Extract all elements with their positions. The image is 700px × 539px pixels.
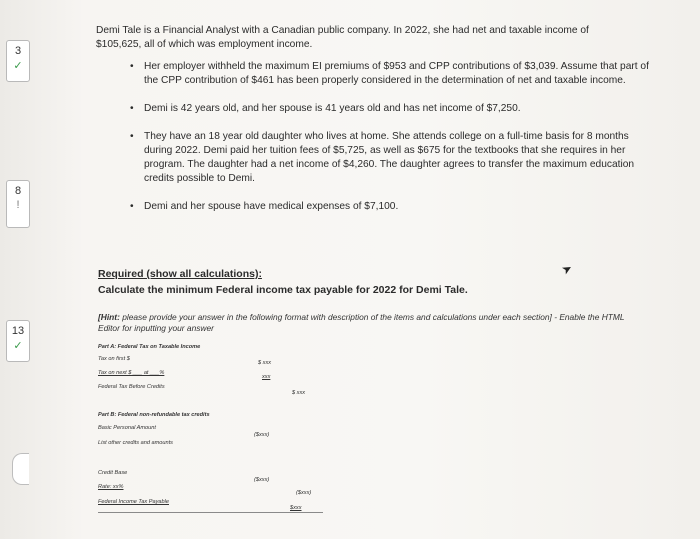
question-intro: Demi Tale is a Financial Analyst with a Canadian public company. In 2022, she had net and taxable income of $105,625, all of which was employment income. bbox=[96, 25, 589, 50]
fact-item: • Demi is 42 years old, and her spouse is 41 years old and has net income of $7,250. bbox=[130, 102, 655, 116]
format-amount: ($xxx) bbox=[296, 490, 312, 496]
fact-item: • Her employer withheld the maximum EI premiums of $953 and CPP contributions of $3,039. Assume that part of the CPP contribution of $461 has been properly considered in the determination of net and taxable income. bbox=[130, 60, 655, 88]
partial-icon: ! bbox=[16, 199, 20, 211]
cursor-icon: ➤ bbox=[559, 260, 575, 278]
format-rate: Rate: xx% bbox=[98, 484, 124, 490]
format-federal-income-tax: Federal Income Tax Payable bbox=[98, 499, 169, 505]
format-tax-first: Tax on first $ bbox=[98, 356, 130, 362]
hint-text bbox=[98, 312, 643, 334]
format-amount: xxx bbox=[262, 374, 271, 380]
hint-body: please provide your answer in the following format with description of the items and calculations under each section] - Enable the HTML Editor for inputting your answer bbox=[98, 312, 625, 333]
format-amount: ($xxx) bbox=[254, 432, 270, 438]
required-heading: Required (show all calculations): bbox=[98, 268, 262, 280]
format-credit-base: Credit Base bbox=[98, 470, 128, 476]
format-amount: ($xxx) bbox=[254, 477, 270, 483]
format-tax-next: Tax on next $ ___ at ___% bbox=[98, 370, 165, 376]
format-federal-before: Federal Tax Before Credits bbox=[98, 384, 165, 390]
format-amount: $xxx bbox=[290, 505, 302, 511]
format-part-a: Part A: Federal Tax on Taxable Income bbox=[98, 344, 201, 350]
format-part-b: Part B: Federal non-refundable tax credits bbox=[98, 412, 210, 418]
format-basic-personal: Basic Personal Amount bbox=[98, 425, 156, 431]
facts-list bbox=[130, 60, 655, 228]
format-divider bbox=[98, 512, 323, 513]
fact-item: • Demi and her spouse have medical expenses of $7,100. bbox=[130, 200, 655, 214]
question-badge-3[interactable] bbox=[6, 40, 30, 82]
fact-item: • They have an 18 year old daughter who lives at home. She attends college on a full-time basis for 8 months during 2022. Demi paid her tuition fees of $5,725, as well as $675 for the textbooks that she requires in her program. The daughter had a net income of $4,260. The daughter agrees to transfer the maximum education credits possible to Demi. bbox=[130, 130, 655, 186]
badge-edge bbox=[12, 453, 29, 485]
checkmark-icon: ✓ bbox=[13, 340, 23, 352]
format-amount: $ xxx bbox=[258, 360, 272, 366]
badge-number: 13 bbox=[11, 325, 25, 337]
calculation-instruction: Calculate the minimum Federal income tax payable for 2022 for Demi Tale. bbox=[98, 284, 468, 296]
checkmark-icon: ✓ bbox=[13, 60, 23, 72]
question-badge-8[interactable] bbox=[6, 180, 30, 228]
question-badge-13[interactable] bbox=[6, 320, 30, 362]
format-list-other: List other credits and amounts bbox=[98, 440, 173, 446]
format-amount: $ xxx bbox=[292, 390, 306, 396]
badge-number: 8 bbox=[14, 185, 22, 197]
hint-label: [Hint: bbox=[98, 312, 123, 322]
badge-number: 3 bbox=[14, 45, 22, 57]
